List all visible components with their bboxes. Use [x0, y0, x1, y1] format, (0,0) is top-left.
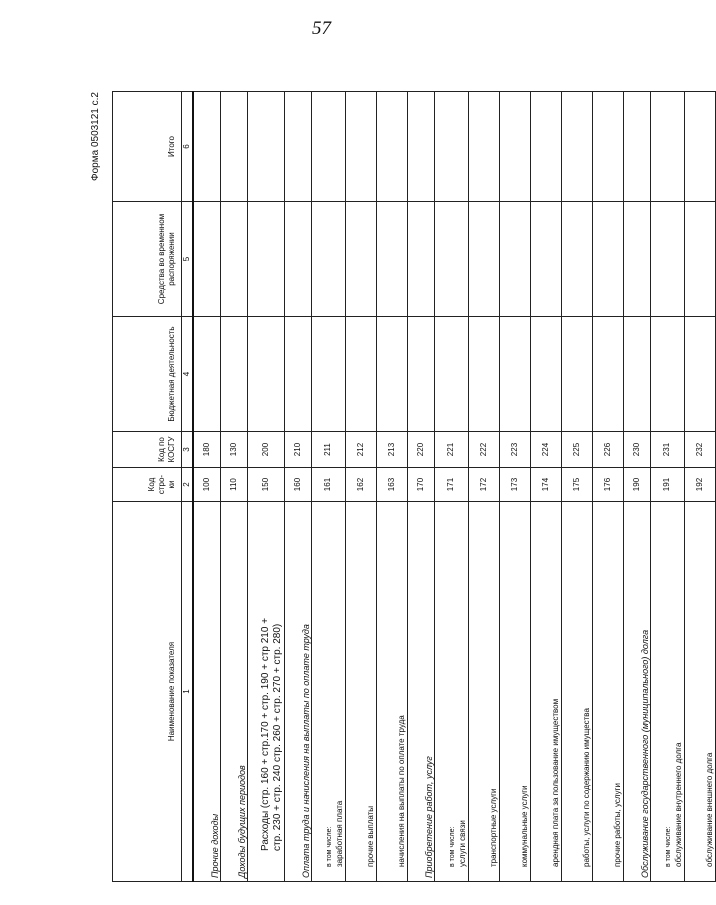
row-kosgu: 212: [345, 432, 376, 468]
cell-temp: [193, 202, 220, 317]
col-num-6: 6: [182, 92, 194, 202]
report-table: [112, 91, 716, 882]
table-row: [311, 92, 345, 882]
table-row: [561, 92, 592, 882]
row-code: 174: [530, 468, 561, 502]
row-name: работы, услуги по содержанию имущества: [561, 502, 592, 882]
cell-budget: [468, 317, 499, 432]
row-name-line2: обслуживание внутреннего долга: [673, 742, 683, 867]
cell-total: [561, 92, 592, 202]
header-total: Итого: [113, 92, 182, 202]
header-code-row: Код стро- ки: [113, 468, 182, 502]
row-name: коммунальные услуги: [499, 502, 530, 882]
row-name: прочие выплаты: [345, 502, 376, 882]
row-code: 100: [193, 468, 220, 502]
header-name: Наименование показателя: [113, 502, 182, 882]
row-name-line1: в том числе:: [664, 826, 672, 867]
row-code: 150: [247, 468, 284, 502]
row-kosgu: 220: [407, 432, 434, 468]
cell-temp: [530, 202, 561, 317]
cell-total: [623, 92, 650, 202]
cell-budget: [193, 317, 220, 432]
row-name: обслуживание внешнего долга: [684, 502, 715, 882]
row-name: Доходы будущих периодов: [220, 502, 247, 882]
row-name: [650, 502, 684, 882]
cell-total: [345, 92, 376, 202]
cell-budget: [376, 317, 407, 432]
cell-temp: [407, 202, 434, 317]
cell-total: [530, 92, 561, 202]
cell-budget: [284, 317, 311, 432]
row-name-line1: Расходы (стр. 160 + стр.170 + стр. 190 + стр 210 +: [259, 617, 271, 851]
table-row: [284, 92, 311, 882]
cell-total: [376, 92, 407, 202]
cell-total: [499, 92, 530, 202]
col-num-1: 1: [182, 502, 194, 882]
row-code: 190: [623, 468, 650, 502]
cell-total: [311, 92, 345, 202]
cell-total: [193, 92, 220, 202]
row-kosgu: 211: [311, 432, 345, 468]
header-code-kosgu: Код по КОСГУ: [113, 432, 182, 468]
cell-budget: [311, 317, 345, 432]
row-code: 191: [650, 468, 684, 502]
row-name: [434, 502, 468, 882]
table-row: [407, 92, 434, 882]
row-code: 170: [407, 468, 434, 502]
cell-temp: [684, 202, 715, 317]
cell-temp: [468, 202, 499, 317]
row-name-line2: заработная плата: [334, 800, 344, 867]
cell-total: [434, 92, 468, 202]
cell-budget: [220, 317, 247, 432]
cell-budget: [407, 317, 434, 432]
cell-temp: [345, 202, 376, 317]
cell-total: [650, 92, 684, 202]
cell-budget: [530, 317, 561, 432]
row-kosgu: 213: [376, 432, 407, 468]
row-name: [311, 502, 345, 882]
table-row: [684, 92, 715, 882]
row-code: 172: [468, 468, 499, 502]
header-budget: Бюджетная деятельность: [113, 317, 182, 432]
cell-budget: [434, 317, 468, 432]
table-row: [220, 92, 247, 882]
rotated-table-block: [90, 92, 714, 882]
table-row: [623, 92, 650, 882]
cell-temp: [220, 202, 247, 317]
cell-temp: [311, 202, 345, 317]
col-num-5: 5: [182, 202, 194, 317]
table-row: [530, 92, 561, 882]
cell-temp: [247, 202, 284, 317]
row-name: Приобретение работ, услуг: [407, 502, 434, 882]
row-kosgu: 210: [284, 432, 311, 468]
table-row: [434, 92, 468, 882]
row-name: арендная плата за пользование имуществом: [530, 502, 561, 882]
header-temp-funds: Средства во временном распоряжении: [113, 202, 182, 317]
header-row: [113, 92, 182, 882]
row-name: транспортные услуги: [468, 502, 499, 882]
row-kosgu: 226: [592, 432, 623, 468]
cell-total: [247, 92, 284, 202]
table-row: [247, 92, 284, 882]
col-num-4: 4: [182, 317, 194, 432]
row-kosgu: 221: [434, 432, 468, 468]
row-kosgu: 232: [684, 432, 715, 468]
row-kosgu: 180: [193, 432, 220, 468]
table-row: [376, 92, 407, 882]
cell-temp: [561, 202, 592, 317]
row-name: Обслуживание государственного (муниципального) долга: [623, 502, 650, 882]
table-row: [345, 92, 376, 882]
row-kosgu: 130: [220, 432, 247, 468]
row-code: 192: [684, 468, 715, 502]
cell-total: [220, 92, 247, 202]
cell-budget: [650, 317, 684, 432]
row-kosgu: 230: [623, 432, 650, 468]
row-code: 162: [345, 468, 376, 502]
cell-temp: [623, 202, 650, 317]
table-row: [592, 92, 623, 882]
row-code: 163: [376, 468, 407, 502]
cell-budget: [561, 317, 592, 432]
row-code: 110: [220, 468, 247, 502]
row-name: начисления на выплаты по оплате труда: [376, 502, 407, 882]
cell-budget: [623, 317, 650, 432]
row-code: 176: [592, 468, 623, 502]
col-num-3: 3: [182, 432, 194, 468]
row-code: 173: [499, 468, 530, 502]
row-name: Оплата труда и начисления на выплаты по оплате труда: [284, 502, 311, 882]
cell-total: [407, 92, 434, 202]
cell-temp: [499, 202, 530, 317]
cell-temp: [284, 202, 311, 317]
row-name: прочие работы, услуги: [592, 502, 623, 882]
row-kosgu: 200: [247, 432, 284, 468]
row-kosgu: 222: [468, 432, 499, 468]
cell-total: [592, 92, 623, 202]
cell-budget: [592, 317, 623, 432]
cell-budget: [684, 317, 715, 432]
cell-total: [684, 92, 715, 202]
cell-temp: [592, 202, 623, 317]
table-row: [650, 92, 684, 882]
row-name: [247, 502, 284, 882]
row-name-line1: в том числе:: [325, 826, 333, 867]
cell-budget: [345, 317, 376, 432]
form-label: Форма 0503121 с.2: [90, 92, 101, 181]
row-name-line2: услуги связи: [457, 820, 467, 867]
table-row: [193, 92, 220, 882]
row-kosgu: 225: [561, 432, 592, 468]
table-row: [468, 92, 499, 882]
row-name-line2: стр. 230 + стр. 240 стр. 260 + стр. 270 + стр. 280): [271, 623, 283, 851]
row-code: 175: [561, 468, 592, 502]
row-name-line1: в том числе:: [448, 826, 456, 867]
cell-temp: [376, 202, 407, 317]
column-number-row: [182, 92, 194, 882]
page-number: 57: [312, 18, 331, 39]
cell-budget: [499, 317, 530, 432]
table-row: [499, 92, 530, 882]
col-num-2: 2: [182, 468, 194, 502]
cell-temp: [434, 202, 468, 317]
row-kosgu: 223: [499, 432, 530, 468]
row-code: 171: [434, 468, 468, 502]
cell-total: [284, 92, 311, 202]
cell-budget: [247, 317, 284, 432]
row-kosgu: 224: [530, 432, 561, 468]
row-code: 160: [284, 468, 311, 502]
cell-total: [468, 92, 499, 202]
row-name: Прочие доходы: [193, 502, 220, 882]
cell-temp: [650, 202, 684, 317]
row-code: 161: [311, 468, 345, 502]
row-kosgu: 231: [650, 432, 684, 468]
